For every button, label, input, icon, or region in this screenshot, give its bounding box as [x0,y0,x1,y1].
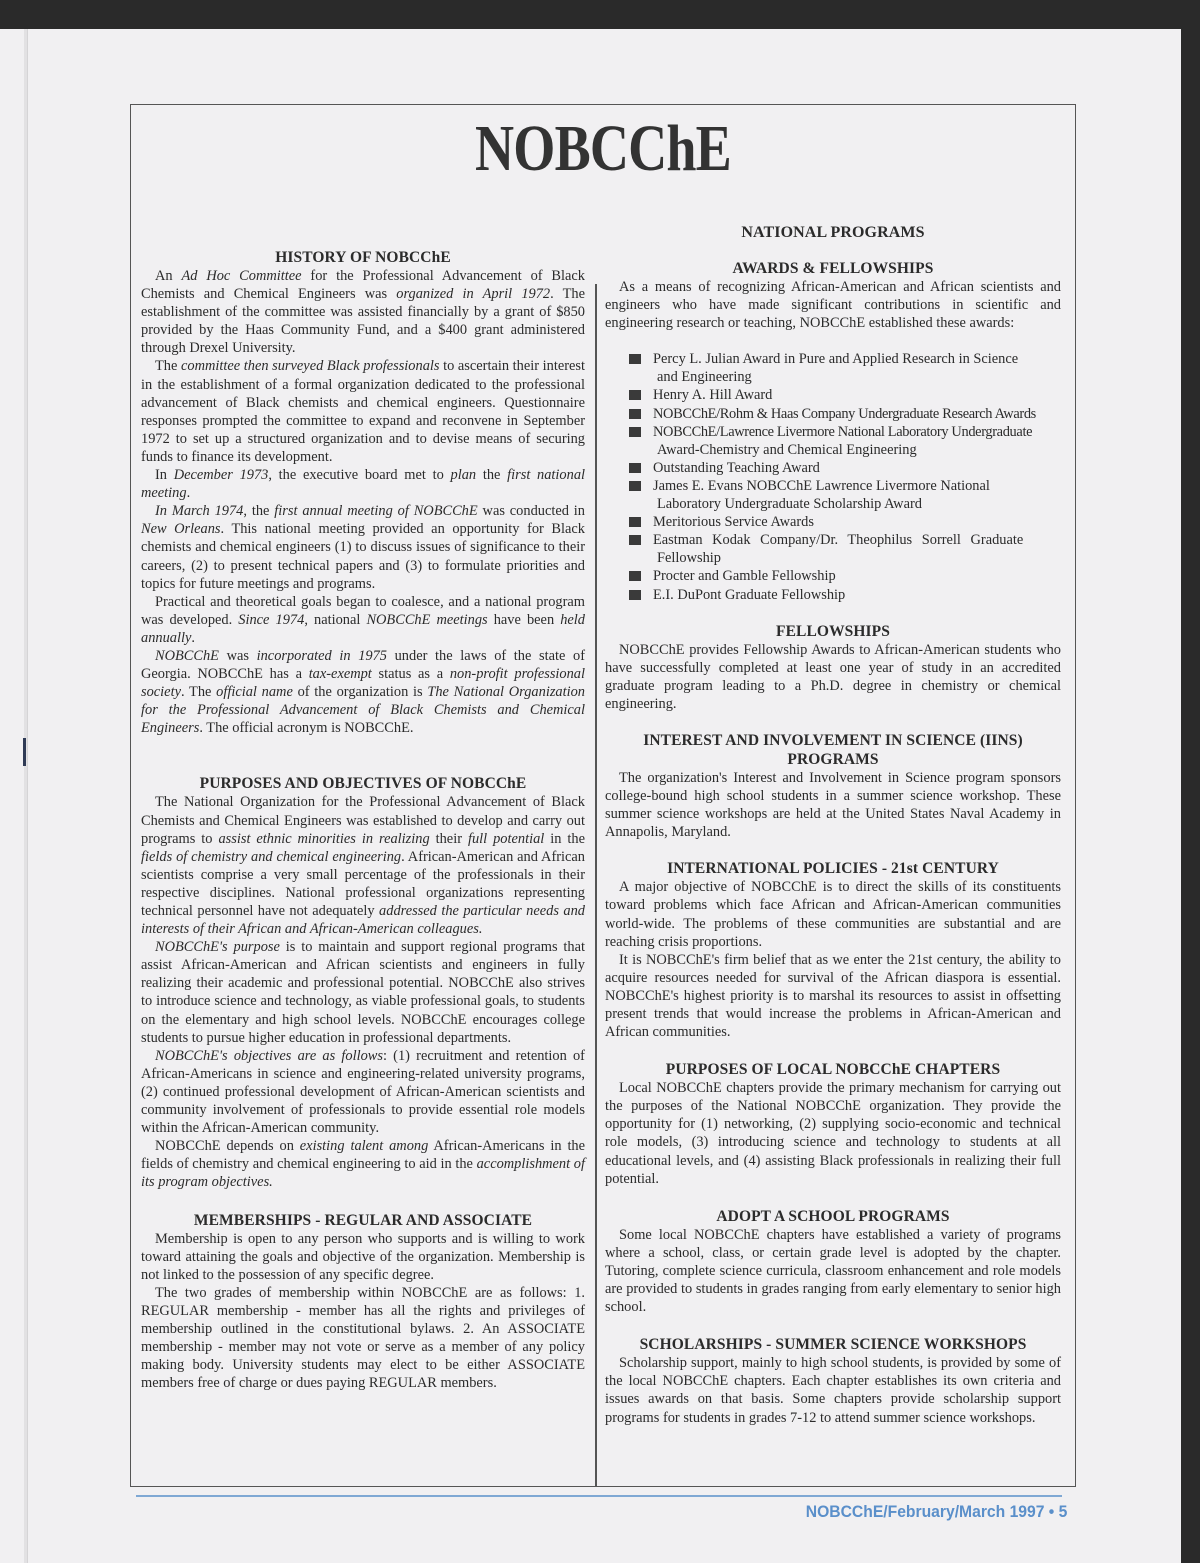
emphasis-text: full potential [467,830,545,847]
history-p6 [141,647,585,737]
international-section [605,859,1061,1041]
square-bullet-icon [629,354,641,364]
award-item: Outstanding Teaching Award [629,459,1061,477]
emphasis-text: December 1973 [173,467,269,484]
award-item: Procter and Gamble Fellowship [629,567,1061,585]
fellowships-p1: NOBCChE provides Fellowship Awards to African-American students who have successfully completed at least one year of study in an accredited graduate program leading to a Ph.D. degree in chemistry or chemical engineering. [605,641,1061,712]
international-p2: It is NOBCChE's firm belief that as we enter the 21st century, the ability to acquire resources needed for survival of the African diaspora is essential. NOBCChE's highest priority is to marshal its resources to assist in offsetting present trends that would increase the problems in African-American and African communities. [605,951,1061,1041]
award-item: Henry A. Hill Award [629,386,1061,404]
body-text: . This national meeting provided an opportunity for Black chemists and chemical engineers (1) to discuss issues of significance to their careers, (2) to present technical papers and (3) to formulate priorities and topics for future meetings and programs. [141,521,585,592]
scholarships-heading: SCHOLARSHIPS - SUMMER SCIENCE WORKSHOPS [639,1336,1027,1354]
emphasis-text: The National Organization for the Professional Advancement of Black Chemists and Chemical Engineers [141,684,585,737]
page-spine [24,29,28,1563]
memberships-heading: MEMBERSHIPS - REGULAR AND ASSOCIATE [193,1211,533,1229]
purposes-heading: PURPOSES AND OBJECTIVES OF NOBCChE [199,775,527,793]
article-frame [130,104,1076,1487]
iins-section [605,731,1061,841]
body-text: . The [180,684,217,701]
body-text: have been [487,611,561,628]
emphasis-text: organized in April 1972 [396,286,551,303]
emphasis-text: accomplishment of its program objectives. [141,1156,585,1191]
award-item: Eastman Kodak Company/Dr. Theophilus Sorrell Graduate Fellowship [629,531,1061,567]
emphasis-text: assist ethnic minorities in realizing [218,830,430,847]
emphasis-text: addressed the particular needs and interests of their African and African-American colleagues. [141,903,585,938]
award-item: NOBCChE/Lawrence Livermore National Laboratory Undergraduate Award-Chemistry and Chemical Engineering [629,423,1061,459]
body-text: . [191,629,195,646]
emphasis-text: NOBCChE's purpose [155,939,280,956]
history-heading: HISTORY OF NOBCChE [275,249,451,266]
body-text: , the executive board met to [268,467,451,484]
column-divider [595,284,597,1486]
emphasis-text: held annually [141,611,585,646]
body-text: , the [243,503,275,520]
emphasis-text: first annual meeting of NOBCChE [274,503,478,520]
body-text: was conducted in [477,503,586,520]
body-text: . The official acronym is NOBCChE. [199,720,414,737]
square-bullet-icon [629,390,641,400]
body-text: for the Professional Advancement of Black Chemists and Chemical Engineers was [141,268,585,303]
emphasis-text: first national meeting [141,467,586,502]
square-bullet-icon [629,463,641,473]
history-p1 [141,267,585,357]
masthead-title: NOBCChE [475,112,731,185]
body-text: In [155,467,174,484]
national-programs-heading: NATIONAL PROGRAMS [741,224,925,241]
purposes-p4 [141,1137,585,1191]
body-text: under the laws of the state of Georgia. NOBCChE has a [141,647,585,683]
emphasis-text: non-profit professional society [141,666,585,701]
spine-mark [23,738,26,766]
scholarships-p1: Scholarship support, mainly to high school students, is provided by some of the local NOBCChE chapters. Each chapter establishes its own criteria and issues awards on that basis. Some chapters provide scholarship support programs for students in grades 7-12 to attend summer science workshops. [605,1355,1061,1426]
body-text: The National Organization for the Professional Advancement of Black Chemists and Chemical Engineers was established to develop and carry out programs to [141,794,585,847]
fellowships-heading: FELLOWSHIPS [776,622,890,640]
international-heading: INTERNATIONAL POLICIES - 21st CENTURY [667,860,999,878]
emphasis-text: In March 1974 [155,503,244,520]
body-text: the [476,467,508,484]
body-text: their [429,830,468,847]
emphasis-text: existing talent among [299,1138,429,1155]
body-text: of the organization is [292,684,428,701]
memberships-p2: The two grades of membership within NOBCChE are as follows: 1. REGULAR membership - member has all the rights and privileges of membership outlined in the constitutional bylaws. 2. An ASSOCIATE membership - member may not vote or serve as a member of any policy making body. University students may elect to be either ASSOCIATE members free of charge or dues paying REGULAR members. [141,1284,585,1392]
local-chapters-section [605,1060,1061,1188]
emphasis-text: incorporated in 1975 [256,647,387,664]
award-item: James E. Evans NOBCChE Lawrence Livermore National Laboratory Undergraduate Scholarship Award [629,477,1061,513]
square-bullet-icon [629,517,641,527]
history-p4 [141,502,585,592]
memberships-section [141,1211,585,1393]
footer-rule [136,1495,1062,1497]
emphasis-text: plan [450,467,477,484]
awards-section [605,259,1061,604]
square-bullet-icon [629,481,641,491]
history-p3 [141,466,585,502]
purposes-p2 [141,938,585,1047]
fellowships-section [605,622,1061,713]
history-p5 [141,593,585,647]
memberships-p1: Membership is open to any person who supports and is willing to work toward attaining the goals and objective of the organization. Membership is not linked to the possession of any specific degree. [141,1230,585,1283]
history-p2 [141,357,585,466]
local-chapters-heading: PURPOSES OF LOCAL NOBCChE CHAPTERS [665,1061,1001,1079]
awards-heading: AWARDS & FELLOWSHIPS [732,260,934,277]
square-bullet-icon [629,409,641,419]
purposes-section [141,774,585,1191]
award-item: NOBCChE/Rohm & Haas Company Undergraduate Research Awards [629,405,1061,423]
left-column [141,248,585,1392]
body-text: African-Americans in the fields of chemistry and chemical engineering to aid in the [141,1138,586,1173]
awards-list [605,350,1061,603]
square-bullet-icon [629,535,641,545]
local-chapters-p1: Local NOBCChE chapters provide the primary mechanism for carrying out the purposes of the National NOBCChE organization. They provide the opportunity for (1) networking, (2) supplying socio-economic and technical role models, (3) introducing science and technology to students at all educational levels, and (4) assisting Black professionals in realizing their full potential. [605,1080,1061,1187]
adopt-school-heading: ADOPT A SCHOOL PROGRAMS [716,1207,950,1225]
adopt-school-section [605,1207,1061,1316]
magazine-page [0,29,1181,1563]
body-text: : (1) recruitment and retention of African-Americans in science and engineering-related university programs, (2) continued professional development of African-American scientists and community involvement of professionals to provide essential role models within the African-American community. [141,1047,585,1137]
emphasis-text: NOBCChE meetings [366,611,488,628]
adopt-school-p1: Some local NOBCChE chapters have established a variety of programs where a school, class, or certain grade level is adopted by the chapter. Tutoring, complete science curricula, classroom enhancement and role models are provided to students in grades ranging from early elementary to senior high school. [605,1226,1061,1316]
award-item: E.I. DuPont Graduate Fellowship [629,586,1061,604]
body-text: , national [304,611,367,628]
emphasis-text: Since 1974 [238,611,305,628]
iins-heading-line2: PROGRAMS [787,750,879,768]
body-text: . [186,485,191,502]
emphasis-text: fields of chemistry and chemical engineering [141,848,402,865]
body-text: was [218,647,257,664]
square-bullet-icon [629,590,641,600]
body-text: in the [544,830,585,847]
body-text: An [155,268,182,284]
emphasis-text: New Orleans [141,521,221,538]
footer-issue-page: NOBCChE/February/March 1997 • 5 [805,1503,1067,1521]
body-text: . The establishment of the committee was assisted financially by a grant of $850 provided by the Haas Community Fund, and a $400 grant administered through Drexel University. [141,286,586,357]
emphasis-text: tax-exempt [308,666,372,683]
iins-heading-line1: INTEREST AND INVOLVEMENT IN SCIENCE (IINS) [643,731,1023,749]
body-text: to ascertain their interest in the establishment of a formal organization dedicated to the professional advancement of Black chemists and chemical engineers. Questionnaire responses prompted the committee to expand and reconvene in September 1972 to set up a structured organization and to devise means of securing funds to finance its development. [141,358,585,465]
award-item: Meritorious Service Awards [629,513,1061,531]
right-column [605,223,1061,1427]
iins-p1: The organization's Interest and Involvement in Science program sponsors college-bound high school students in a summer science workshop. These summer science workshops are held at the United States Naval Academy in Annapolis, Maryland. [605,769,1061,841]
body-text: The [155,358,181,375]
body-text: Practical and theoretical goals began to coalesce, and a national program was developed. [141,593,585,628]
square-bullet-icon [629,571,641,581]
body-text: . African-American and African scientists comprise a very small percentage of the professionals in their respective disciplines. National professional organizations representing technical personnel have not adequately [141,848,585,919]
international-p1: A major objective of NOBCChE is to direct the skills of its constituents toward problems which face African and African-American communities world-wide. The problems of these communities are substantial and are reaching crisis proportions. [605,879,1061,950]
emphasis-text: committee then surveyed Black professionals [181,358,440,375]
emphasis-text: NOBCChE [155,647,219,664]
history-section [141,248,585,737]
awards-intro: As a means of recognizing African-American and African scientists and engineers who have made significant contributions in scientific and engineering research or teaching, NOBCChE established these awards: [605,279,1061,332]
body-text: NOBCChE depends on [155,1138,300,1155]
scholarships-section [605,1335,1061,1426]
emphasis-text: official name [216,684,293,701]
body-text: is to maintain and support regional programs that assist African-American and African scientists and engineers in fully realizing their academic and professional potential. NOBCChE also strives to introduce science and technology, as viable professional goals, to students on the elementary and high school levels. NOBCChE encourages college students to pursue higher education in professional departments. [141,939,585,1046]
purposes-p1 [141,793,585,938]
emphasis-text: NOBCChE's objectives are as follows [155,1047,383,1064]
body-text: status as a [371,666,450,683]
emphasis-text: Ad Hoc Committee [181,268,302,284]
award-item: Percy L. Julian Award in Pure and Applied Research in Science and Engineering [629,350,1061,386]
square-bullet-icon [629,427,641,437]
purposes-p3 [141,1047,585,1137]
